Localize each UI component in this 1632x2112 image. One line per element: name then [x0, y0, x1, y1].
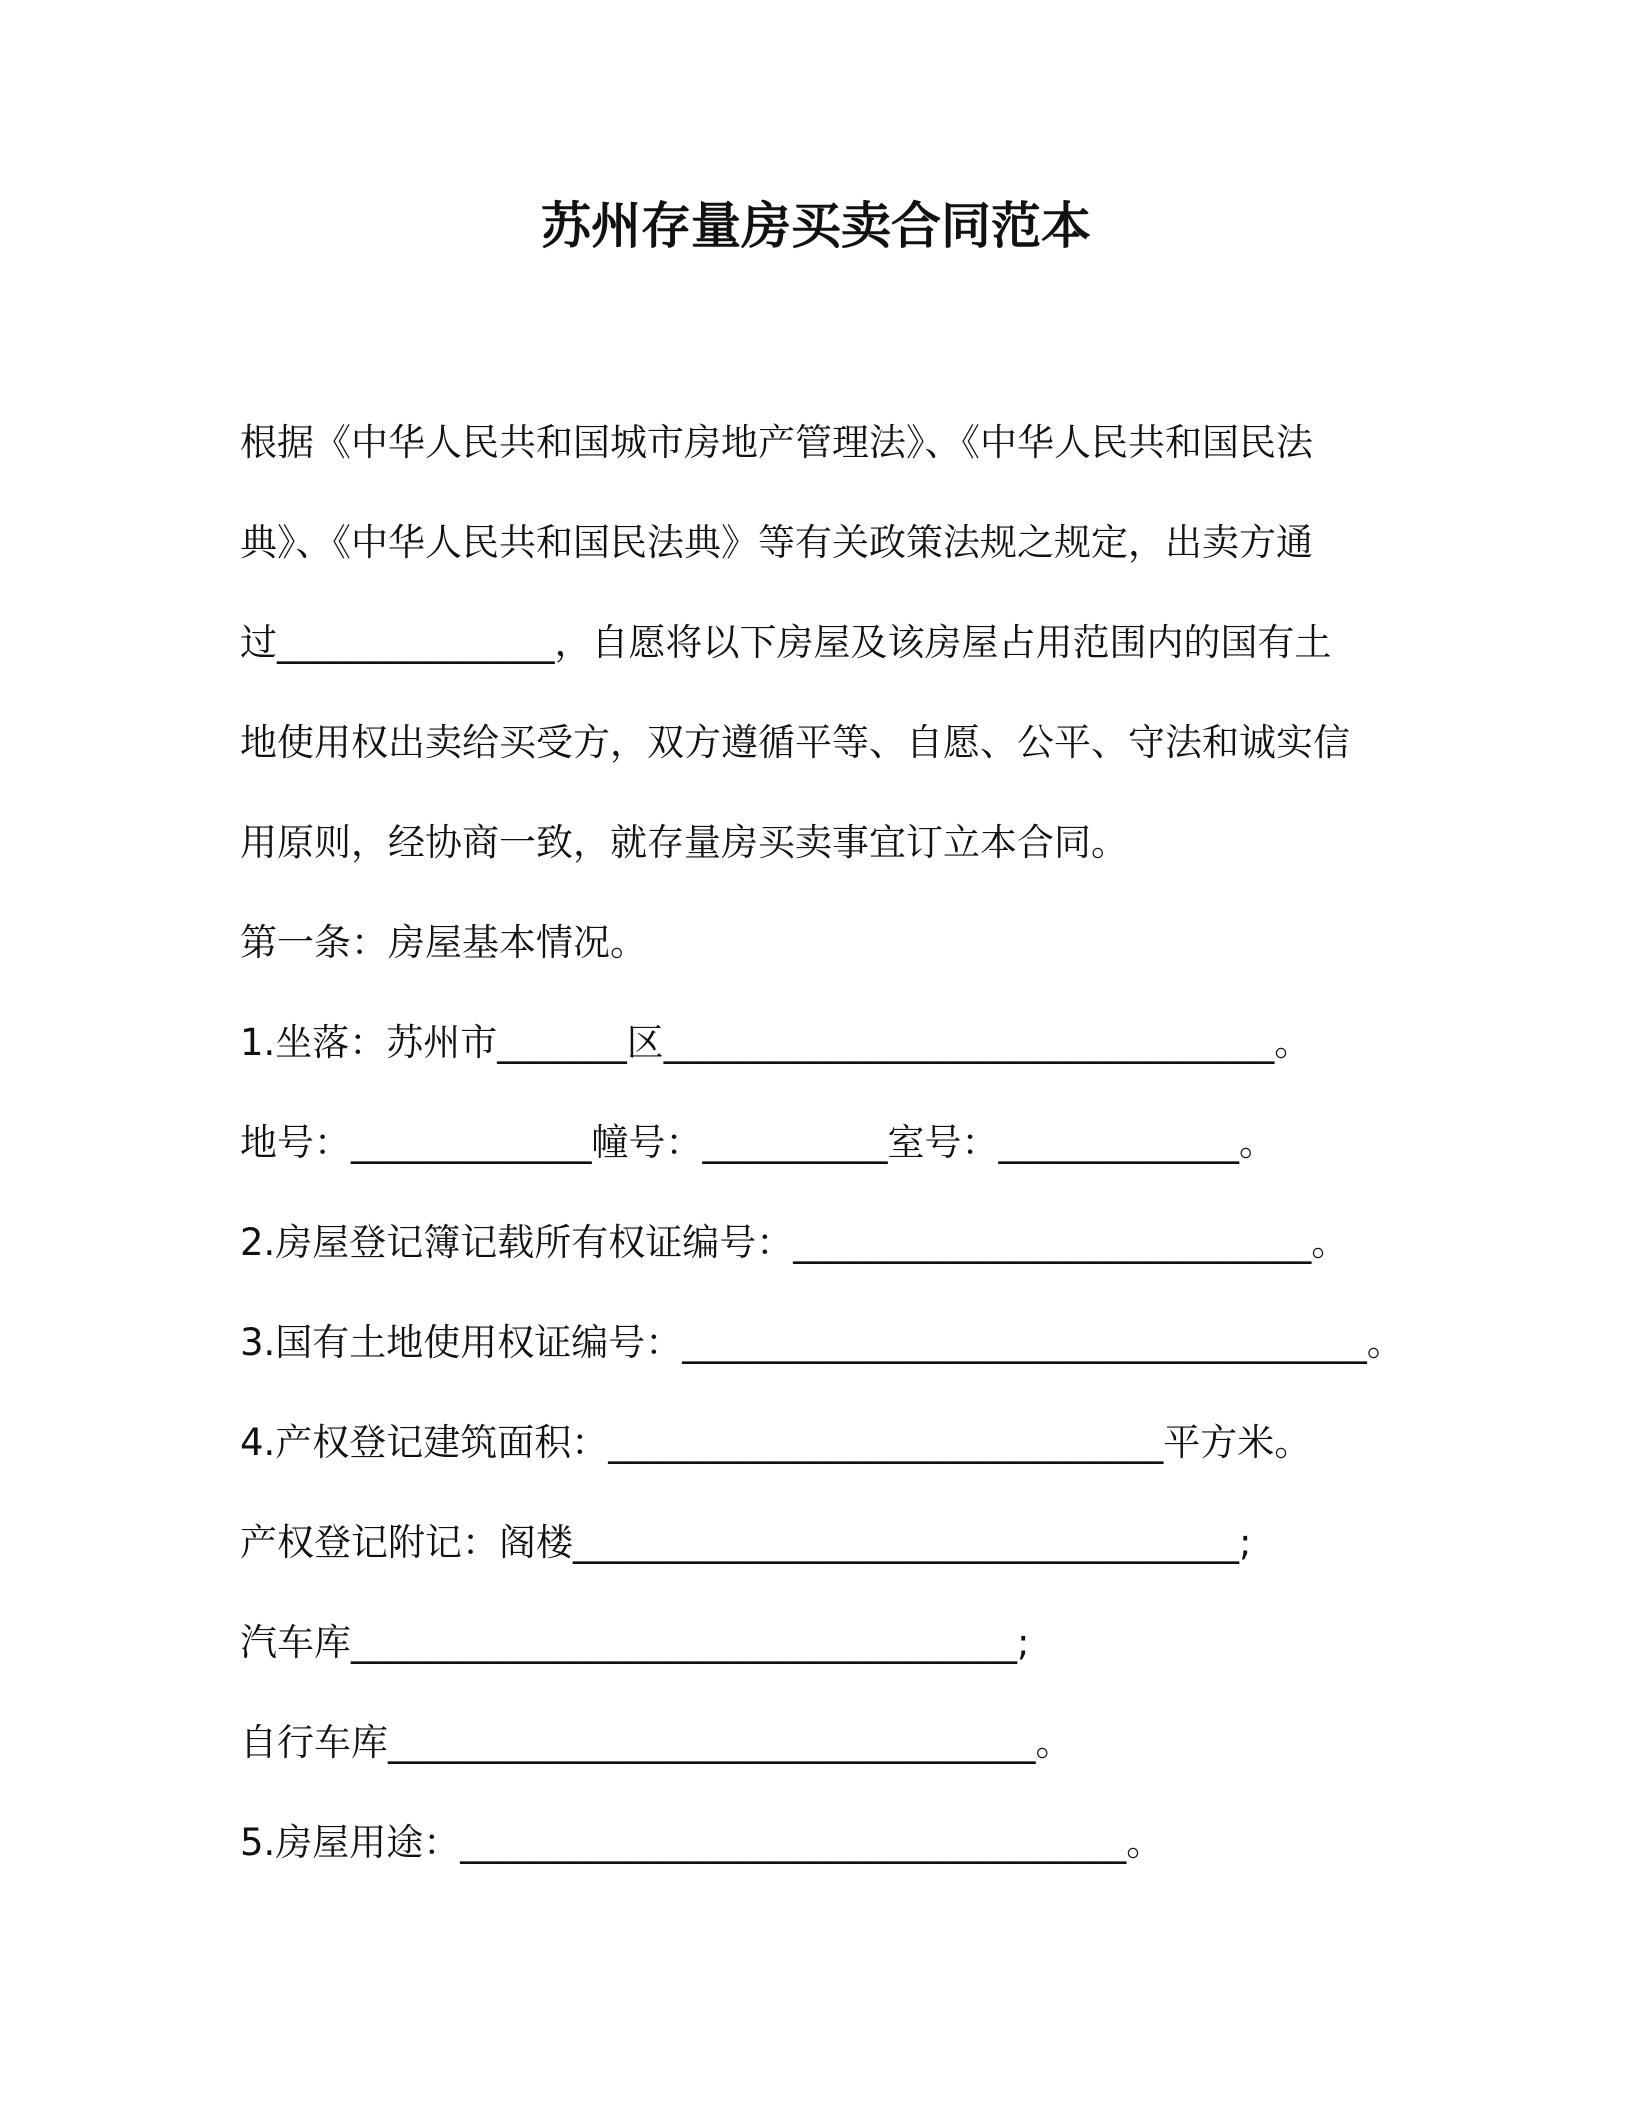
article-1-heading: 第一条：房屋基本情况。: [240, 921, 647, 964]
preamble-line-2: 典》、《中华人民共和国民法典》等有关政策法规之规定，出卖方通: [240, 521, 1313, 564]
preamble-line-3: 过_______________，自愿将以下房屋及该房屋占用范围内的国有土: [240, 621, 1332, 664]
lot-building-room-line: 地号：_____________幢号：__________室号：_____________。: [240, 1121, 1276, 1164]
preamble-line-4: 地使用权出卖给买受方，双方遵循平等、自愿、公平、守法和诚实信: [240, 721, 1350, 764]
preamble-line-1: 根据《中华人民共和国城市房地产管理法》、《中华人民共和国民法: [240, 421, 1313, 464]
land-certificate-line: 3.国有土地使用权证编号：_____________________________________。: [240, 1321, 1404, 1364]
location-line: 1.坐落：苏州市_______区_________________________________。: [240, 1021, 1312, 1064]
annex-bike-garage-line: 自行车库___________________________________。: [240, 1721, 1073, 1764]
annex-attic-line: 产权登记附记：阁楼____________________________________;: [240, 1521, 1252, 1564]
annex-garage-line: 汽车库____________________________________;: [240, 1621, 1030, 1664]
house-usage-line: 5.房屋用途：____________________________________。: [240, 1821, 1164, 1864]
ownership-certificate-line: 2.房屋登记簿记载所有权证编号：____________________________。: [240, 1221, 1349, 1264]
building-area-line: 4.产权登记建筑面积：______________________________平方米。: [240, 1421, 1312, 1464]
preamble-line-5: 用原则，经协商一致，就存量房买卖事宜订立本合同。: [240, 821, 1128, 864]
document-title: 苏州存量房买卖合同范本: [541, 197, 1091, 255]
